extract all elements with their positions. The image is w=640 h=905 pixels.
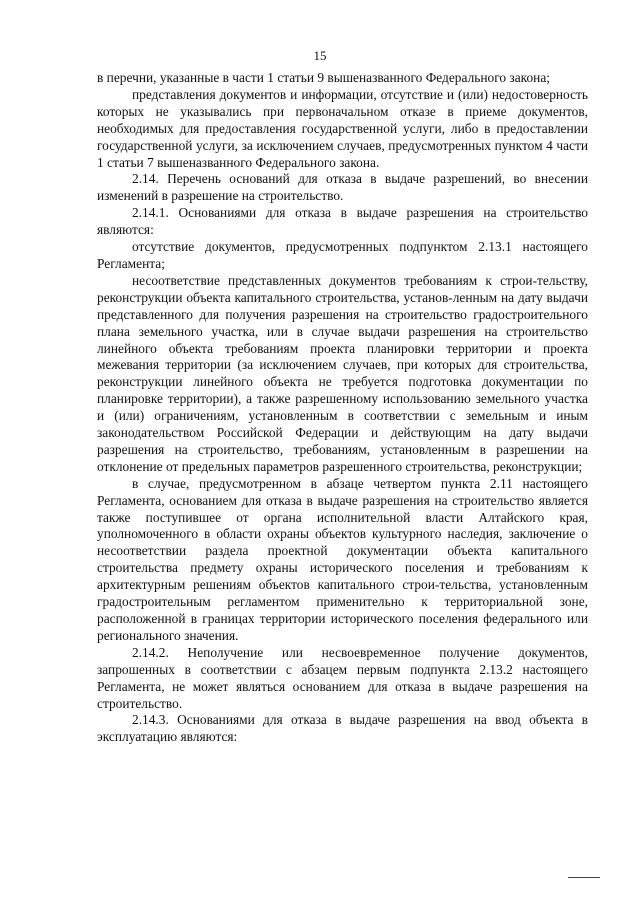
paragraph-2-14-2: 2.14.2. Неполучение или несвоевременное получение документов, запрошенных в соответствии с абзацем первым подпункта 2.13.2 настоящего Регламента, не может являться основанием для отказа в выдаче разрешения на строительство. — [97, 644, 588, 711]
page-number: 15 — [313, 48, 327, 63]
paragraph-2-14-3: 2.14.3. Основаниями для отказа в выдаче разрешения на ввод объекта в эксплуатацию являются: — [97, 712, 588, 745]
paragraph-federal-law-lists: в перечни, указанные в части 1 статьи 9 вышеназванного Федерального закона; — [97, 70, 550, 85]
paragraph-missing-documents: отсутствие документов, предусмотренных подпунктом 2.13.1 настоящего Регламента; — [97, 239, 588, 271]
paragraph-2-14-heading: 2.14. Перечень оснований для отказа в выдаче разрешений, во внесении изменений в разрешение на строительство. — [97, 171, 588, 204]
document-body — [97, 70, 588, 746]
paragraph-documents-unreliability: представления документов и информации, отсутствие и (или) недостоверность которых не указывались при первоначальном отказе в приеме документов, необходимых для предоставления государственной услуги, либо в предоставлении государственной услуги, за исключением случаев, предусмотренных пунктом 4 части 1 статьи 7 вышеназванного Федерального закона. — [97, 86, 588, 170]
paragraph-nonconformity: несоответствие представленных документов требованиям к строи-тельству, реконструкции объекта капитального строительства, установ-ленным на дату выдачи представленного для получения разрешения на строительство градостроительного плана земельного участка, или в случае выдачи разрешения на строительство линейного объекта требованиям проекта планировки территории и проекта межевания территории (за исключением случаев, при которых для строительства, реконструкции линейного объекта не требуется подготовка документации по планировке территории), а также разрешенному использованию земельного участка и (или) ограничениям, установленным в соответствии с земельным и иным законодательством Российской Федерации и действующим на дату выдачи разрешения на строительство, требованиям, установленным в разрешении на отклонение от предельных параметров разрешенного строительства, реконструкции; — [97, 272, 588, 474]
paragraph-2-14-1-heading: 2.14.1. Основаниями для отказа в выдаче разрешения на строительство являются: — [97, 205, 588, 238]
paragraph-historical-settlement: в случае, предусмотренном в абзаце четвертом пункта 2.11 настоящего Регламента, основанием для отказа в выдаче разрешения на строительство является также поступившее от органа исполнительной власти Алтайского края, уполномоченного в области охраны объектов культурного наследия, заключение о несоответствии раздела проектной документации объекта капитального строительства предмету охраны исторического поселения и требованиям к архитектурным решениям объектов капитального строи-тельства, установленным градостроительным регламентом применительно к территориальной зоне, расположенной в границах территории исторического поселения федерального или регионального значения. — [97, 475, 588, 643]
footer-rule — [568, 877, 600, 878]
